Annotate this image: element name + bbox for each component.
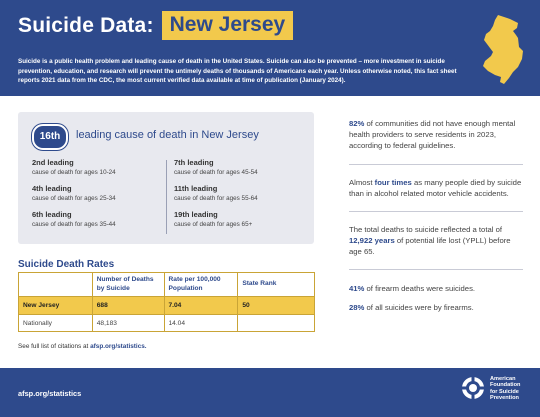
table-header-row	[19, 273, 315, 297]
table-cell: 7.04	[164, 297, 238, 315]
fact-text: of firearm deaths were suicides.	[364, 284, 476, 293]
table-header-cell: Number of Deaths by Suicide	[92, 273, 164, 297]
age-rank-sub: cause of death for ages 55-64	[174, 195, 258, 202]
age-rank-head: 19th leading	[174, 210, 218, 219]
age-rank-head: 4th leading	[32, 184, 72, 193]
leading-cause-panel	[18, 112, 314, 244]
age-rank-item	[32, 184, 162, 210]
header-banner	[0, 0, 540, 96]
logo-line: American	[490, 376, 516, 382]
citation-prefix: See full list of citations at	[18, 343, 91, 350]
logo-line: Foundation	[490, 382, 521, 389]
age-rank-sub: cause of death for ages 25-34	[32, 195, 116, 202]
age-rank-sub: cause of death for ages 45-54	[174, 169, 258, 176]
fact-text: as many people died by suicide than in alcohol related motor vehicle accidents.	[349, 178, 522, 198]
fact-highlight: 82%	[349, 119, 365, 128]
afsp-logo-icon	[461, 376, 485, 400]
fact-text: Almost	[349, 178, 375, 187]
table-cell: 688	[92, 297, 164, 315]
age-rank-head: 6th leading	[32, 210, 72, 219]
table-cell: 14.04	[164, 315, 238, 332]
footer-url-link[interactable]: afsp.org/statistics	[18, 389, 82, 398]
age-rank-item	[174, 210, 304, 236]
age-rank-sub: cause of death for ages 65+	[174, 221, 253, 228]
divider	[349, 211, 523, 212]
fact-item	[349, 118, 523, 151]
state-name-highlight: New Jersey	[162, 11, 294, 40]
table-cell: New Jersey	[19, 297, 93, 315]
facts-column	[349, 118, 523, 313]
fact-text: The total deaths to suicide reflected a total of	[349, 225, 502, 234]
column-divider	[166, 160, 167, 234]
table-header-cell: State Rank	[238, 273, 315, 297]
age-rank-column-left	[32, 158, 162, 236]
age-rank-head: 11th leading	[174, 184, 218, 193]
logo-line: Prevention	[490, 395, 519, 402]
table-row	[19, 315, 315, 332]
citation-link[interactable]: afsp.org/statistics.	[90, 343, 147, 350]
death-rates-table	[18, 272, 315, 332]
age-rank-item	[32, 158, 162, 184]
age-rank-column-right	[174, 158, 304, 236]
table-cell: Nationally	[19, 315, 93, 332]
fact-item	[349, 224, 523, 257]
age-rank-item	[174, 158, 304, 184]
footer-bar	[0, 368, 540, 417]
fact-item	[349, 302, 523, 313]
table-row	[19, 297, 315, 315]
fact-item	[349, 283, 523, 294]
divider	[349, 269, 523, 270]
title-row	[18, 11, 293, 40]
fact-item	[349, 177, 523, 199]
citation-note	[18, 343, 147, 350]
age-rank-sub: cause of death for ages 35-44	[32, 221, 116, 228]
new-jersey-map-icon	[480, 14, 526, 86]
table-cell: 48,183	[92, 315, 164, 332]
table-header-cell	[19, 273, 93, 297]
intro-paragraph: Suicide is a public health problem and leading cause of death in the United States. Suicide can also be prevented – more investment in suicide prevention, education, and research will prevent the untimely deaths of thousands of Americans each year. Unless otherwise noted, this fact sheet reports 2021 data from the CDC, the most current verified data available at time of publication (January 2024).	[18, 58, 457, 85]
divider	[349, 164, 523, 165]
rank-badge: 16th	[32, 124, 68, 150]
rates-table-title: Suicide Death Rates	[18, 259, 115, 270]
fact-text: of potential life lost (YPLL) before age 65.	[349, 236, 511, 256]
rank-label: leading cause of death in New Jersey	[76, 129, 259, 141]
table-cell	[238, 315, 315, 332]
age-rank-sub: cause of death for ages 10-24	[32, 169, 116, 176]
fact-text: of communities did not have enough mental health providers to serve residents in 2023, according to federal guidelines.	[349, 119, 516, 150]
table-cell: 50	[238, 297, 315, 315]
fact-highlight: 28%	[349, 303, 365, 312]
page-title: Suicide Data:	[18, 13, 154, 37]
age-rank-item	[32, 210, 162, 236]
age-rank-head: 2nd leading	[32, 158, 74, 167]
fact-highlight: 41%	[349, 284, 365, 293]
fact-highlight: four times	[374, 178, 412, 187]
fact-highlight: 12,922 years	[349, 236, 395, 245]
afsp-logo-text	[490, 376, 534, 402]
fact-text: of all suicides were by firearms.	[364, 303, 474, 312]
table-header-cell: Rate per 100,000 Population	[164, 273, 238, 297]
age-rank-head: 7th leading	[174, 158, 214, 167]
logo-line: for Suicide	[490, 388, 519, 395]
age-rank-item	[174, 184, 304, 210]
